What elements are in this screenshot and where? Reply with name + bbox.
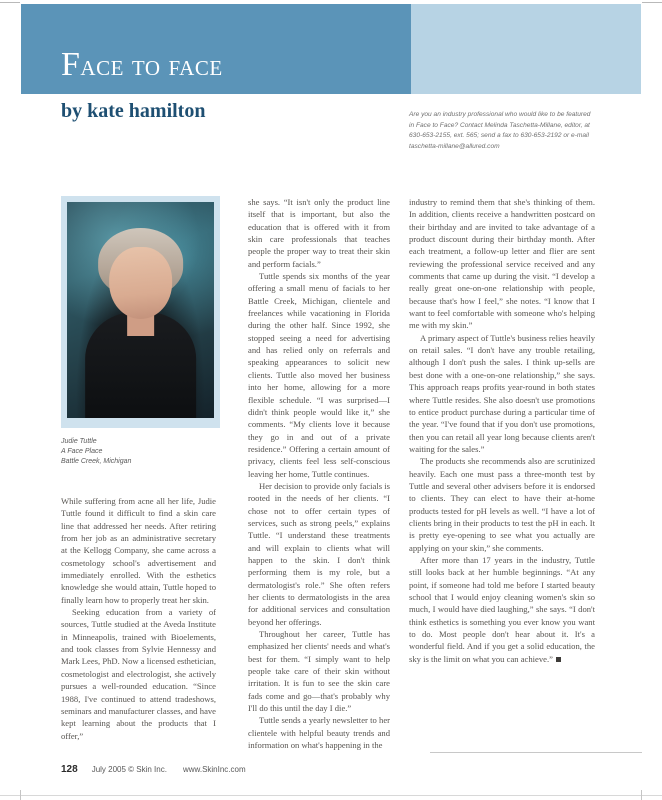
page-number: 128 [61, 764, 78, 775]
portrait-photo-frame [61, 196, 220, 428]
portrait-photo [67, 202, 214, 418]
portrait-subject [85, 228, 197, 418]
body-column-3 [409, 196, 595, 665]
paragraph: industry to remind them that she's thinking of them. In addition, clients receive a handwritten postcard on their birthday and are invited to take advantage of a product discount during their birthday month. After each treatment, a follow-up letter and flier are sent reviewing the professional service received and any comments that came up during the visit. “I develop a really great one-on-one relationship with people, because that's how I feel,” she notes. “I know that I want to feel comfortable with someone who's helping me with my skin.” [409, 197, 595, 331]
paragraph: Her decision to provide only facials is rooted in the needs of her clients. “I chose not to offer certain types of services, such as strong peels,” explains Tuttle. “I understand these treatments and will explain to clients what will happen to the skin. I don't think performing them is my role, but a dermatologist's role.” She often refers her clients to dermatologists in the area for additional services and consultation beyond her offerings. [248, 480, 390, 627]
byline: by kate hamilton [61, 100, 206, 122]
page-footer [61, 764, 601, 775]
caption-business: A Face Place [61, 448, 103, 455]
portrait-face-shape [109, 247, 172, 319]
caption-location: Battle Creek, Michigan [61, 458, 132, 465]
trim-rule-right [642, 2, 662, 3]
paragraph: Tuttle spends six months of the year offering a small menu of facials to her Battle Creek, Michigan, clientele and freelances while vacationing in Florida during the other half. Since 1992, she stopped seeing a need for advertising and has relied only on referrals and speaking appearances to solicit new clients. Tuttle also moved her business into her home, allowing for a more flexible schedule. “I was surprised—I didn't think people would like it,” she comments. “My clients love it because they go in and out of a private residence.” Offering a certain amount of privacy, clients feel less self-conscious leaving her home, Tuttle continues. [248, 271, 390, 479]
photo-caption [61, 437, 231, 467]
page-title-rest: ace to face [80, 49, 223, 82]
website-link[interactable]: www.SkinInc.com [182, 765, 246, 774]
bottom-tick-right [641, 790, 642, 800]
paragraph: she says. “It isn't only the product line itself that is important, but also the education that is offered with it from skin care professionals that teaches people the proper way to treat their skin and perform facials.” [248, 197, 390, 269]
paragraph: Seeking education from a variety of sources, Tuttle studied at the Aveda Institute in Minneapolis, trained with Bioelements, and took classes from Sylvie Hennessy and Mark Lees, PhD. Now a licensed esthetician, cosmetologist and electrologist, she actively pursues a well-rounded education. “Since 1988, I've continued to attend tradeshows, seminars and manufacturer classes, and have kept learning about the products that I offer,” [61, 607, 216, 741]
body-column-1 [61, 495, 216, 742]
paragraph: Throughout her career, Tuttle has emphasized her clients' needs and what's best for them. “I simply want to help people take care of their skin without irritation. It is fun to see the skin care fads come and go—that's probably why I'll do this until the day I die.” [248, 629, 390, 714]
paragraph: The products she recommends also are scrutinized heavily. Each one must pass a three-month test by Tuttle and several other advisers before it is endorsed to clients. They can elect to have their at-home products tested for pH levels as well. “I have a lot of clients bring in their products to test the pH in each. It is pretty eye-opening to see what you actually are applying on your skin,” she comments. [409, 456, 595, 553]
body-column-2 [248, 196, 390, 751]
trim-rule-left [0, 2, 20, 3]
page-title [61, 46, 223, 83]
paragraph: Tuttle sends a yearly newsletter to her clientele with helpful beauty trends and information on what's happening in the [248, 715, 390, 751]
caption-name: Judie Tuttle [61, 438, 97, 445]
paragraph-last [409, 554, 595, 665]
editor-contact-note: Are you an industry professional who would like to be featured in Face to Face? Contact Melinda Taschetta-Millane, editor, at 630-653-2155, ext. 565; send a fax to 630-653-2192 or e-mail taschetta-millane@allured.com [409, 111, 591, 150]
bottom-tick-left [20, 790, 21, 800]
page-title-initial: F [61, 46, 81, 83]
footer-divider-rule [430, 752, 642, 753]
header-band-light [411, 4, 641, 94]
paragraph: While suffering from acne all her life, Judie Tuttle found it difficult to find a skin care line that addressed her needs. After retiring from her job as an administrative secretary at the Kellogg Company, she came across a cosmetology school's advertisement and immediately enrolled. With the esthetics knowledge she would attain, Tuttle hoped to finally learn how to properly treat her skin. [61, 496, 216, 605]
end-of-article-marker [556, 657, 561, 662]
paragraph: A primary aspect of Tuttle's business relies heavily on retail sales. “I don't have any trouble retailing, although I don't push the sales. I think up-sells are best done with a one-on-one relationship,” she says. This approach reaps profits year-round in both states where Tuttle resides. She also doesn't use promotions to entice product purchase during a particular time of the year. “I've found that if you don't use promotions, then you can retail all year long because clients aren't waiting for the sales.” [409, 332, 595, 454]
issue-label: July 2005 © Skin Inc. [91, 765, 167, 774]
bottom-trim-rule [0, 795, 662, 796]
paragraph-text: After more than 17 years in the industry, Tuttle still looks back at her humble beginnings. “At any point, if someone had told me before I started beauty school that I would enjoy cleaning women's skin so much, I would have died laughing,” she says. “I don't think esthetics is something you ever know you want to do. Most people don't hear about it. It's a wonderful field. And if you get a solid education, the sky is the limit on what you can achieve.” [409, 554, 595, 664]
